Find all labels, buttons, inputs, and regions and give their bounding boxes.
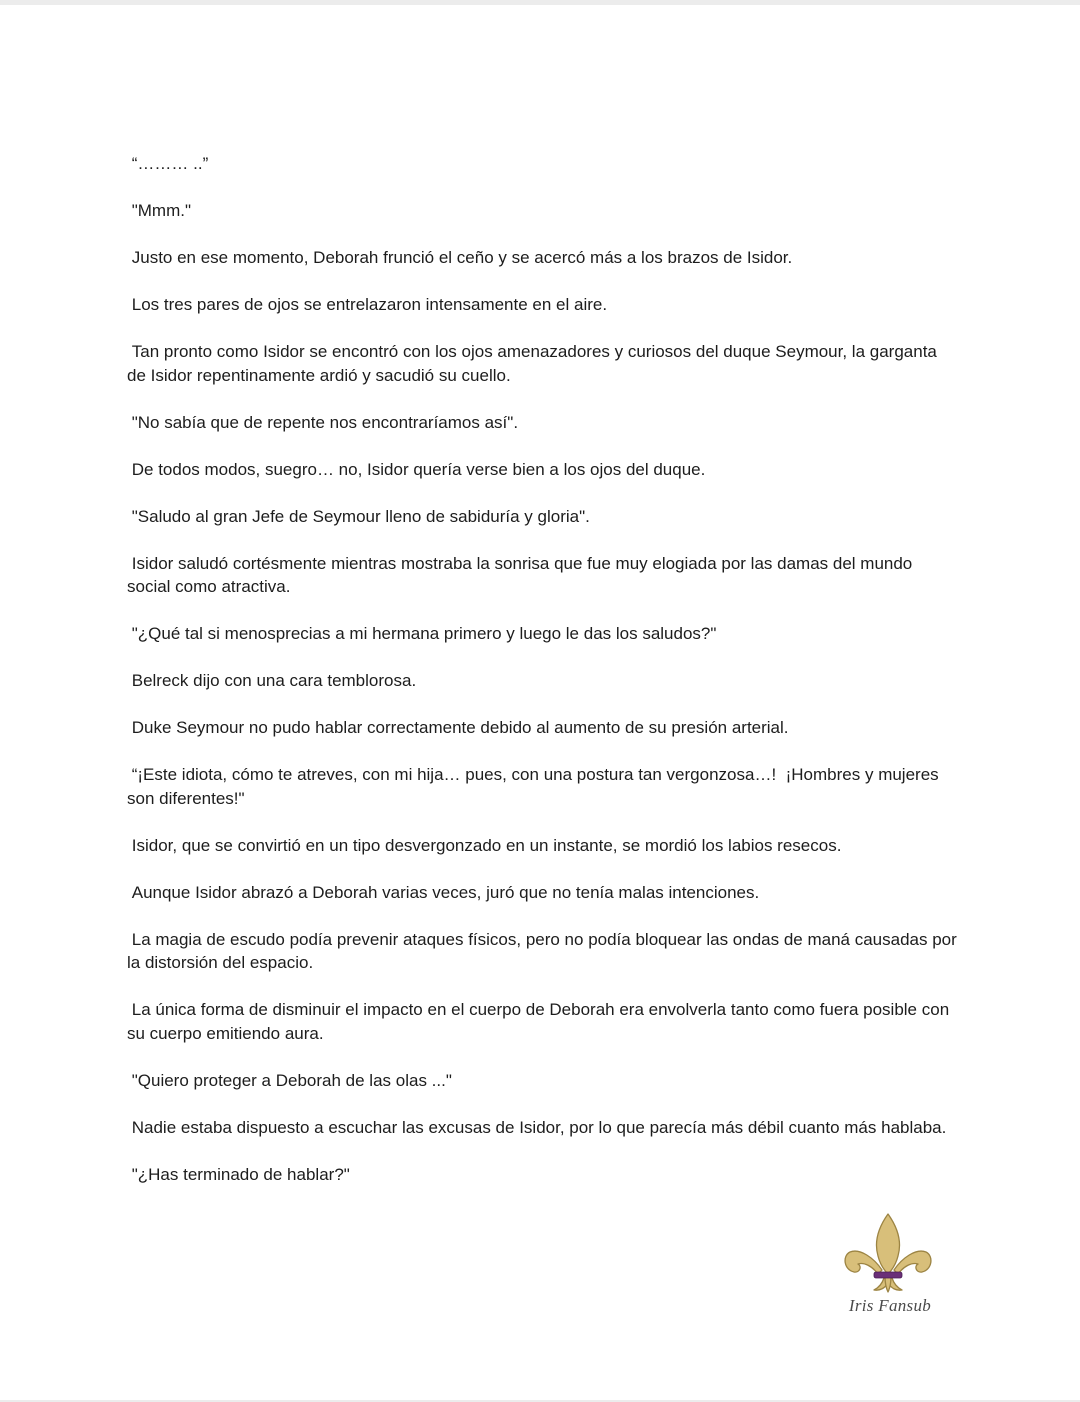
iris-fansub-logo — [838, 1212, 942, 1322]
paragraph: “¡Este idiota, cómo te atreves, con mi hija… pues, con una postura tan vergonzosa…! ¡Hombres y mujeres son diferentes!" — [127, 765, 944, 808]
fleur-de-lis-icon — [838, 1212, 942, 1296]
paragraph: Nadie estaba dispuesto a escuchar las excusas de Isidor, por lo que parecía más débil cuanto más hablaba. — [127, 1117, 947, 1137]
paragraph: Belreck dijo con una cara temblorosa. — [127, 671, 417, 690]
paragraph: "¿Qué tal si menosprecias a mi hermana primero y luego le das los saludos?" — [127, 624, 717, 643]
paragraph: "No sabía que de repente nos encontraríamos así". — [127, 412, 519, 432]
paragraph: Isidor saludó cortésmente mientras mostraba la sonrisa que fue muy elogiada por las damas del mundo social como atractiva. — [127, 553, 917, 596]
paragraph: Duke Seymour no pudo hablar correctamente debido al aumento de su presión arterial. — [127, 718, 789, 737]
paragraph: Aunque Isidor abrazó a Deborah varias veces, juró que no tenía malas intenciones. — [127, 882, 760, 902]
paragraph: Justo en ese momento, Deborah frunció el ceño y se acercó más a los brazos de Isidor. — [127, 248, 793, 267]
logo-text: Iris Fansub — [848, 1296, 932, 1315]
paragraph: Los tres pares de ojos se entrelazaron intensamente en el aire. — [127, 295, 608, 314]
paragraph: De todos modos, suegro… no, Isidor quería verse bien a los ojos del duque. — [127, 459, 706, 479]
paragraph: La magia de escudo podía prevenir ataques físicos, pero no podía bloquear las ondas de maná causadas por la distorsión del espacio. — [127, 929, 962, 972]
paragraph: “……… ..” — [127, 154, 209, 173]
paragraph: "Saludo al gran Jefe de Seymour lleno de sabiduría y gloria". — [127, 506, 590, 526]
paragraph: Isidor, que se convirtió en un tipo desvergonzado en un instante, se mordió los labios resecos. — [127, 835, 842, 855]
document-body — [127, 152, 962, 1210]
paragraph: La única forma de disminuir el impacto en el cuerpo de Deborah era envolverla tanto como fuera posible con su cuerpo emitiendo aura. — [127, 1000, 954, 1043]
paragraph: Tan pronto como Isidor se encontró con los ojos amenazadores y curiosos del duque Seymour, la garganta de Isidor repentinamente ardió y sacudió su cuello. — [127, 342, 942, 385]
paragraph: "¿Has terminado de hablar?" — [127, 1164, 350, 1184]
paragraph: "Quiero proteger a Deborah de las olas ..." — [127, 1070, 452, 1090]
paragraph: "Mmm." — [127, 201, 192, 220]
